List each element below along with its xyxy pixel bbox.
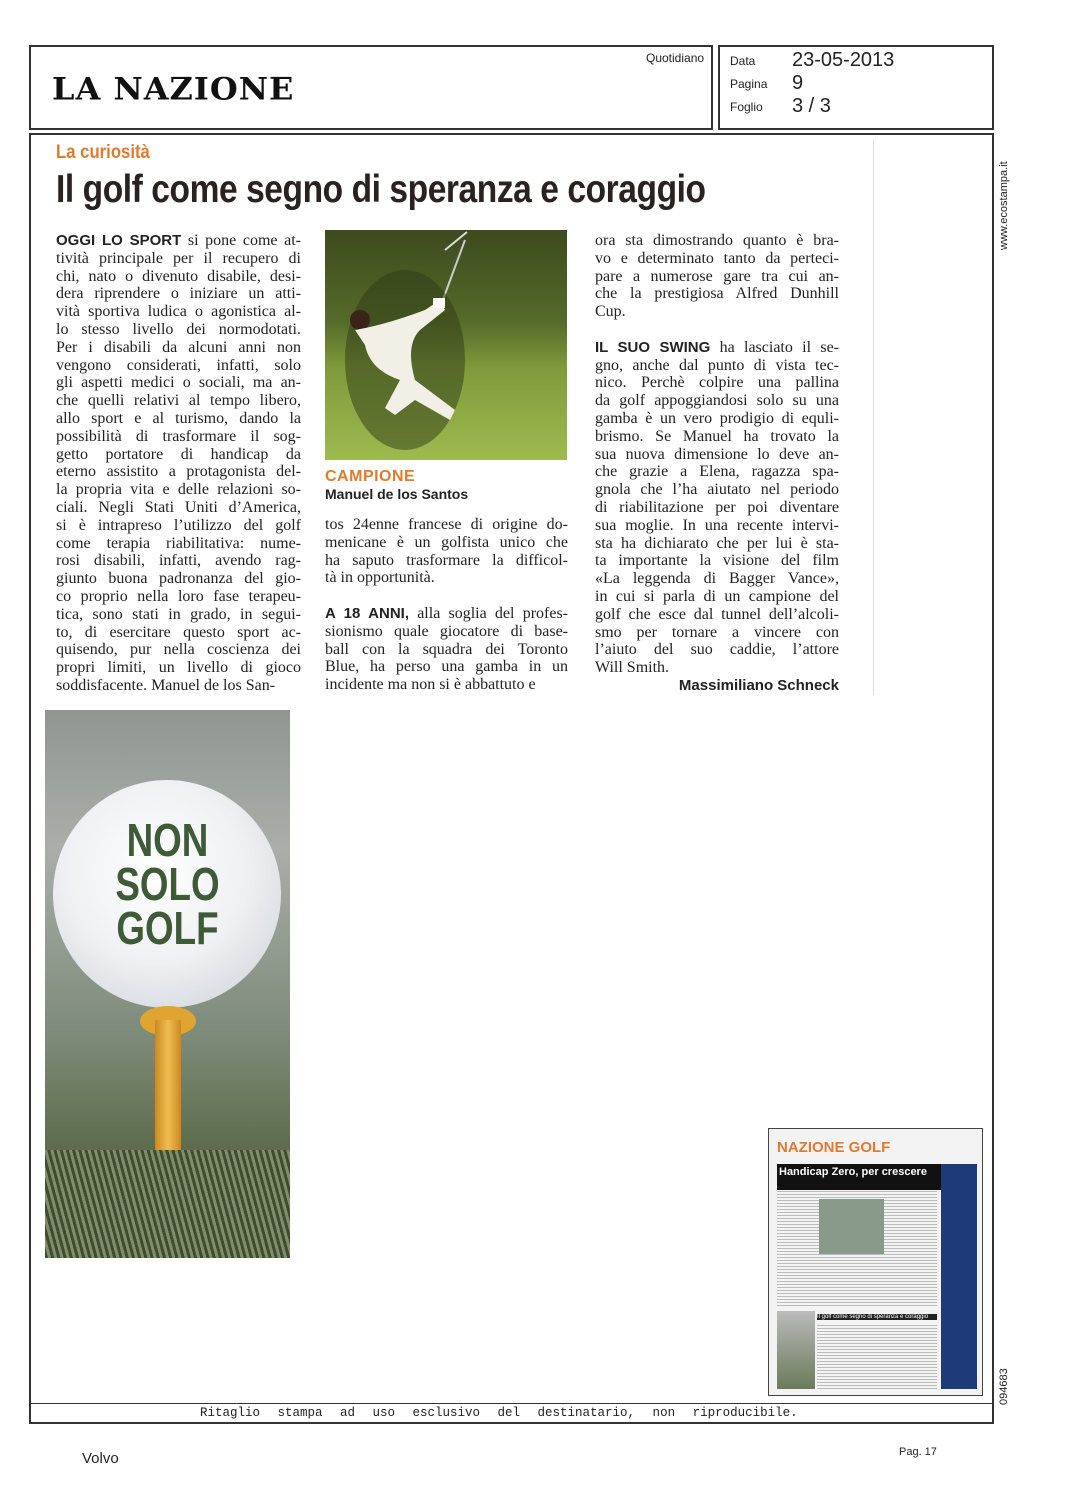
site-vertical: www.ecostampa.it [998, 161, 1010, 250]
article-title: Il golf come segno di speranza e coraggio [56, 168, 706, 211]
text-line: l’aiuto del suo caddie, l’attore [595, 641, 839, 659]
text-line: allo sport e al turismo, dando la [56, 409, 301, 427]
thumbnail-ball-image [777, 1311, 815, 1389]
text-line: la propria vita e delle relazioni so- [56, 481, 301, 499]
text-line: si è intrapreso l’utilizzo del golf [56, 516, 301, 534]
code-vertical: 094683 [998, 1368, 1010, 1405]
text-line: tà in opportunità. [325, 569, 435, 587]
text-line: gno, anche dal punto di vista tec- [595, 356, 839, 374]
newspaper-logo: LA NAZIONE [52, 70, 295, 108]
text-line: ta importante la visione del film [595, 552, 839, 570]
text-line: ciali. Negli Stati Uniti d’America, [56, 498, 301, 516]
text-line: chi, nato o divenuto disabile, desi- [56, 267, 301, 285]
ball-text-1: NON [126, 814, 209, 866]
thumbnail-article-text [817, 1325, 937, 1389]
text-line: sionismo quale giocatore di base- [325, 622, 568, 640]
text-line: eterno assistito a protagonista del- [56, 463, 301, 481]
publication-type: Quotidiano [646, 51, 705, 65]
text-line: nico. Perchè colpire una pallina [595, 374, 839, 392]
text-line: ball con la squadra dei Toronto [325, 640, 568, 658]
text-line: IL SUO SWING ha lasciato il se- [595, 338, 839, 356]
text-line: A 18 ANNI, alla soglia del profes- [325, 604, 568, 622]
article-kicker: La curiosità [56, 142, 150, 163]
text-line: Will Smith. [595, 659, 670, 677]
text-line: propri limiti, un livello di gioco [56, 659, 301, 677]
footer-notice: Ritaglio stampa ad uso esclusivo del destinatario, non riproducibile. [200, 1406, 798, 1420]
foglio-value: 3 / 3 [792, 95, 831, 117]
thumbnail-sidebar [941, 1164, 977, 1389]
paragraph-lead: OGGI LO SPORT [56, 232, 182, 249]
text-line: che quelli relativi al tempo libero, [56, 392, 301, 410]
golfer-photo [325, 230, 567, 460]
text-line: dera riprendere o iniziare un atti- [56, 285, 301, 303]
text-line: di riabilitazione per poi diventare [595, 498, 839, 516]
text-line: ora sta dimostrando quanto è bra- [595, 232, 839, 249]
thumbnail-masthead: NAZIONE GOLF [777, 1139, 891, 1156]
text-line: quisendo, pur nella coscienza dei [56, 641, 301, 659]
text-line: possibilità di trasformare il sog- [56, 427, 301, 445]
article-column-2 [325, 516, 568, 694]
text-line: lo stesso livello dei normodotati. [56, 320, 301, 338]
text-line: Blue, ha perso una gamba in un [325, 658, 568, 676]
ball-text-2: SOLO [115, 858, 220, 910]
text-line: sua moglie. In una recente intervi- [595, 516, 839, 534]
data-value: 23-05-2013 [792, 49, 895, 71]
text-line: vità sportiva ludica o agonistica al- [56, 303, 301, 321]
text-line: smo per tornare a vincere con [595, 623, 839, 641]
text-line: vo e determinato tanto da perteci- [595, 249, 839, 267]
paragraph [325, 516, 568, 587]
text-line: come terapia riabilitativa: nume- [56, 534, 301, 552]
paragraph [595, 232, 839, 321]
text-line: incidente ma non si è abbattuto e [325, 676, 536, 694]
text-line: to, di esercitare questo sport ac- [56, 623, 301, 641]
text-line: co proprio nella loro fase terapeu- [56, 587, 301, 605]
text-line: che grazie a Elena, ragazza spa- [595, 463, 839, 481]
paragraph [325, 605, 568, 694]
text-line: tica, sono stati in grado, in segui- [56, 605, 301, 623]
text-line: gli aspetti medici o sociali, ma an- [56, 374, 301, 392]
text-line: tos 24enne francese di origine do- [325, 516, 568, 533]
text-line: Cup. [595, 303, 626, 321]
text-line: gamba è un vero prodigio di equli- [595, 409, 839, 427]
text-line: menicane è un golfista unico che [325, 533, 568, 551]
text-line: in cui si parla di un campione del [595, 587, 839, 605]
thumbnail-headline: Handicap Zero, per crescere [777, 1164, 941, 1190]
text-line: pare a numerose gare tra cui an- [595, 267, 839, 285]
text-line: giunto buona padronanza del gio- [56, 570, 301, 588]
text-line: getto portatore di handicap da [56, 445, 301, 463]
text-line: vengono considerati, infatti, solo [56, 356, 301, 374]
column-rule [873, 140, 874, 695]
grass [45, 1150, 290, 1258]
thumbnail-photo [819, 1199, 884, 1254]
golfer-figure [325, 230, 567, 460]
ball-text-3: GOLF [116, 902, 219, 954]
text-line: ha saputo trasformare la difficol- [325, 551, 568, 569]
footer-rule [29, 1403, 994, 1404]
author-byline: Massimiliano Schneck [678, 676, 839, 694]
page-number: Pag. 17 [899, 1446, 937, 1458]
paragraph [595, 339, 839, 677]
text-line: che la prestigiosa Alfred Dunhill [595, 285, 839, 303]
text-line: tività principale per il recupero di [56, 249, 301, 267]
text-line: rosi disabili, infatti, avendo rag- [56, 552, 301, 570]
photo-caption-kicker: CAMPIONE [325, 468, 416, 485]
text-line: da golf appoggiandosi solo su una [595, 392, 839, 410]
text-line: Per i disabili da alcuni anni non [56, 338, 301, 356]
text-line: soddisfacente. Manuel de los San- [56, 676, 276, 694]
pagina-value: 9 [792, 72, 804, 94]
page-thumbnail [768, 1128, 983, 1396]
text-line: «La leggenda di Bagger Vance», [595, 570, 839, 588]
thumbnail-subhead: Il golf come segno di speranza e coraggio [817, 1314, 937, 1320]
data-label: Data [730, 54, 756, 68]
text-line: sua nuova dimensione lo deve an- [595, 445, 839, 463]
text-line: sta ha dichiarato che per lui è sta- [595, 534, 839, 552]
photo-caption: Manuel de los Santos [325, 486, 469, 502]
paragraph-lead: A 18 ANNI, [325, 604, 409, 622]
text-line: gnola che l’ha aiutato nel periodo [595, 481, 839, 499]
paragraph-lead: IL SUO SWING [595, 338, 711, 356]
pagina-label: Pagina [730, 77, 768, 91]
foglio-label: Foglio [730, 100, 763, 114]
golf-ball-image [45, 710, 290, 1258]
text-line: OGGI LO SPORT si pone come at- [56, 232, 301, 249]
article-column-1 [56, 232, 301, 695]
text-line: brismo. Se Manuel ha trovato la [595, 427, 839, 445]
text-line: golf che esce dal tunnel dell’alcoli- [595, 605, 839, 623]
paragraph [56, 232, 301, 695]
article-column-3 [595, 232, 839, 694]
client-name: Volvo [82, 1450, 119, 1467]
